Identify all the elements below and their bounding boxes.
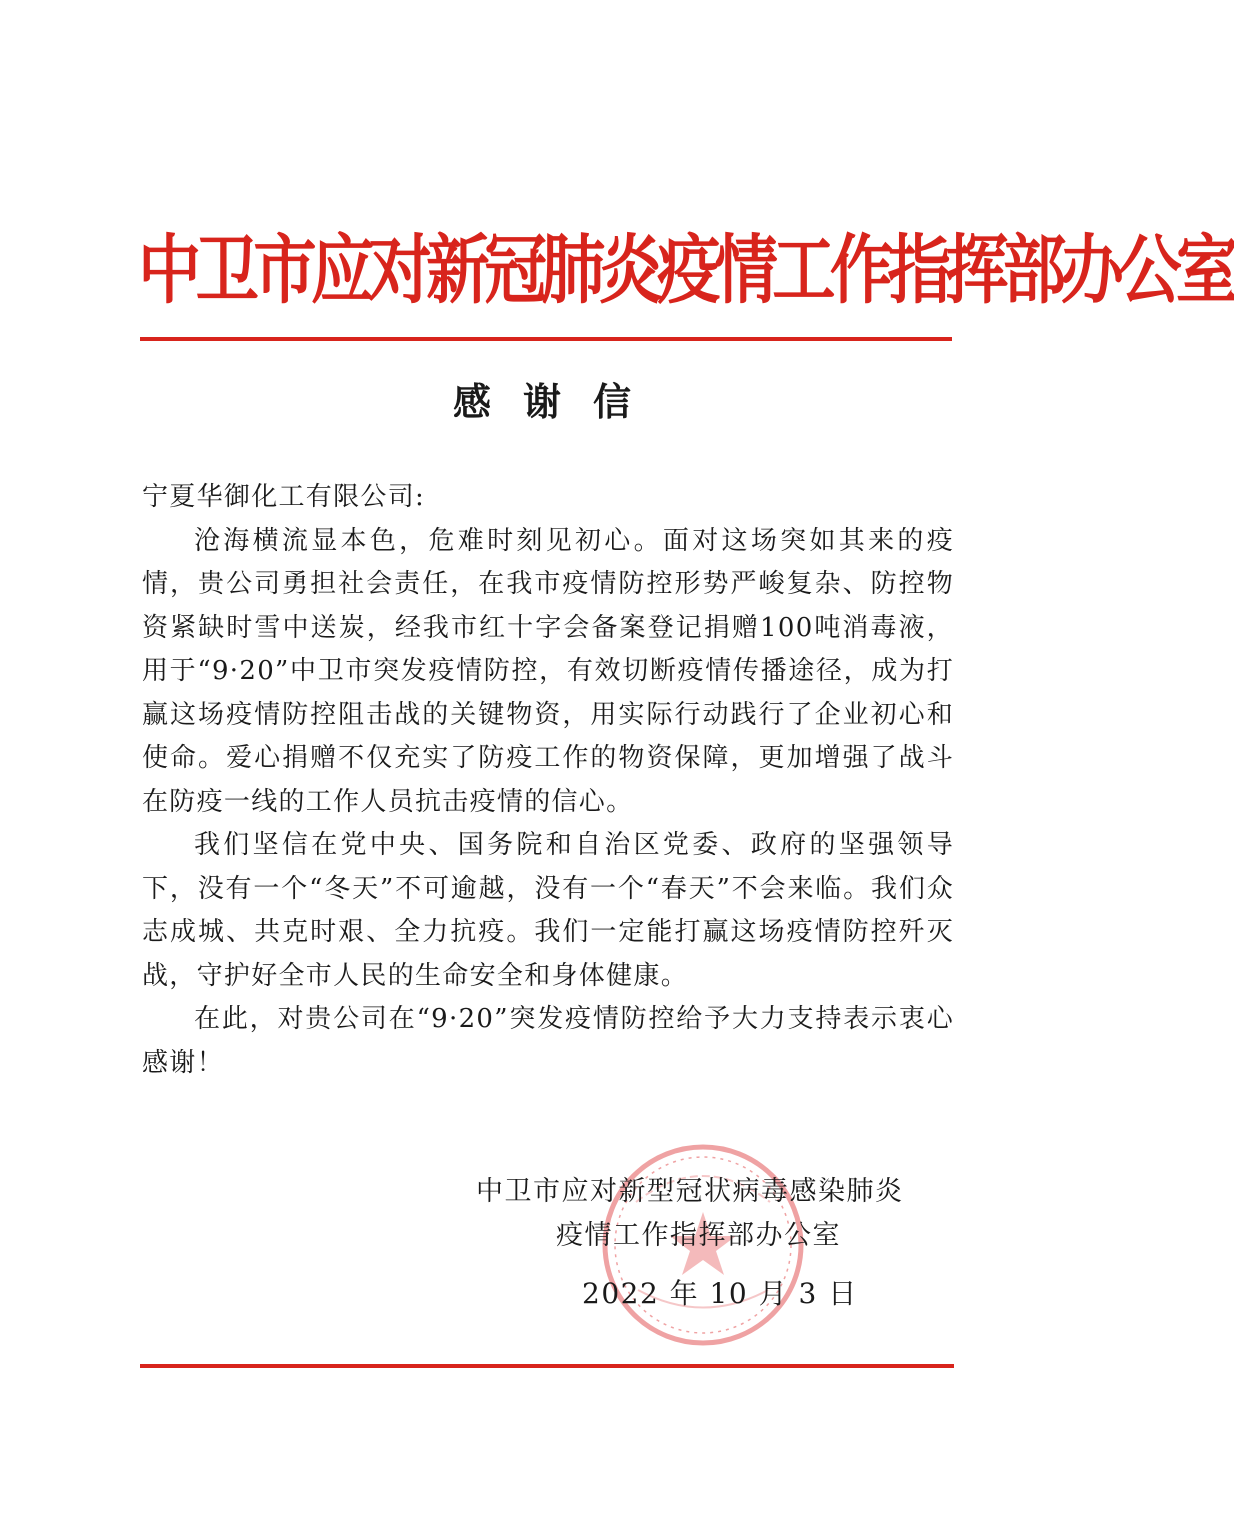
paragraph-2: 我们坚信在党中央、国务院和自治区党委、政府的坚强领导下，没有一个“冬天”不可逾越，没有一个“春天”不会来临。我们众志成城、共克时艰、全力抗疫。我们一定能打赢这场疫情防控歼灭战，守护好全市人民的生命安全和身体健康。 — [142, 830, 954, 991]
letterhead — [138, 222, 1234, 322]
signature-date: 2022 年 10 月 3 日 — [582, 1277, 858, 1310]
letterhead-org-name: 中卫市应对新冠肺炎疫情工作指挥部办公室 — [138, 228, 1234, 315]
footer-red-rule — [140, 1364, 954, 1368]
signature-org-line-1: 中卫市应对新型冠状病毒感染肺炎 — [476, 1176, 904, 1207]
letter-body — [142, 476, 954, 1085]
letterhead-red-rule — [140, 337, 952, 341]
salutation: 宁夏华御化工有限公司: — [142, 482, 426, 512]
signature-block — [470, 1170, 930, 1316]
paragraph-1: 沧海横流显本色，危难时刻见初心。面对这场突如其来的疫情，贵公司勇担社会责任，在我市疫情防控形势严峻复杂、防控物资紧缺时雪中送炭，经我市红十字会备案登记捐赠100吨消毒液，用于“9·20”中卫市突发疫情防控，有效切断疫情传播途径，成为打赢这场疫情防控阻击战的关键物资，用实际行动践行了企业初心和使命。爱心捐赠不仅充实了防疫工作的物资保障，更加增强了战斗在防疫一线的工作人员抗击疫情的信心。 — [142, 525, 954, 817]
paragraph-3: 在此，对贵公司在“9·20”突发疫情防控给予大力支持表示衷心感谢！ — [142, 1004, 954, 1078]
signature-org-line-2: 疫情工作指挥部办公室 — [556, 1220, 841, 1251]
document-title: 感谢信 — [452, 380, 663, 424]
